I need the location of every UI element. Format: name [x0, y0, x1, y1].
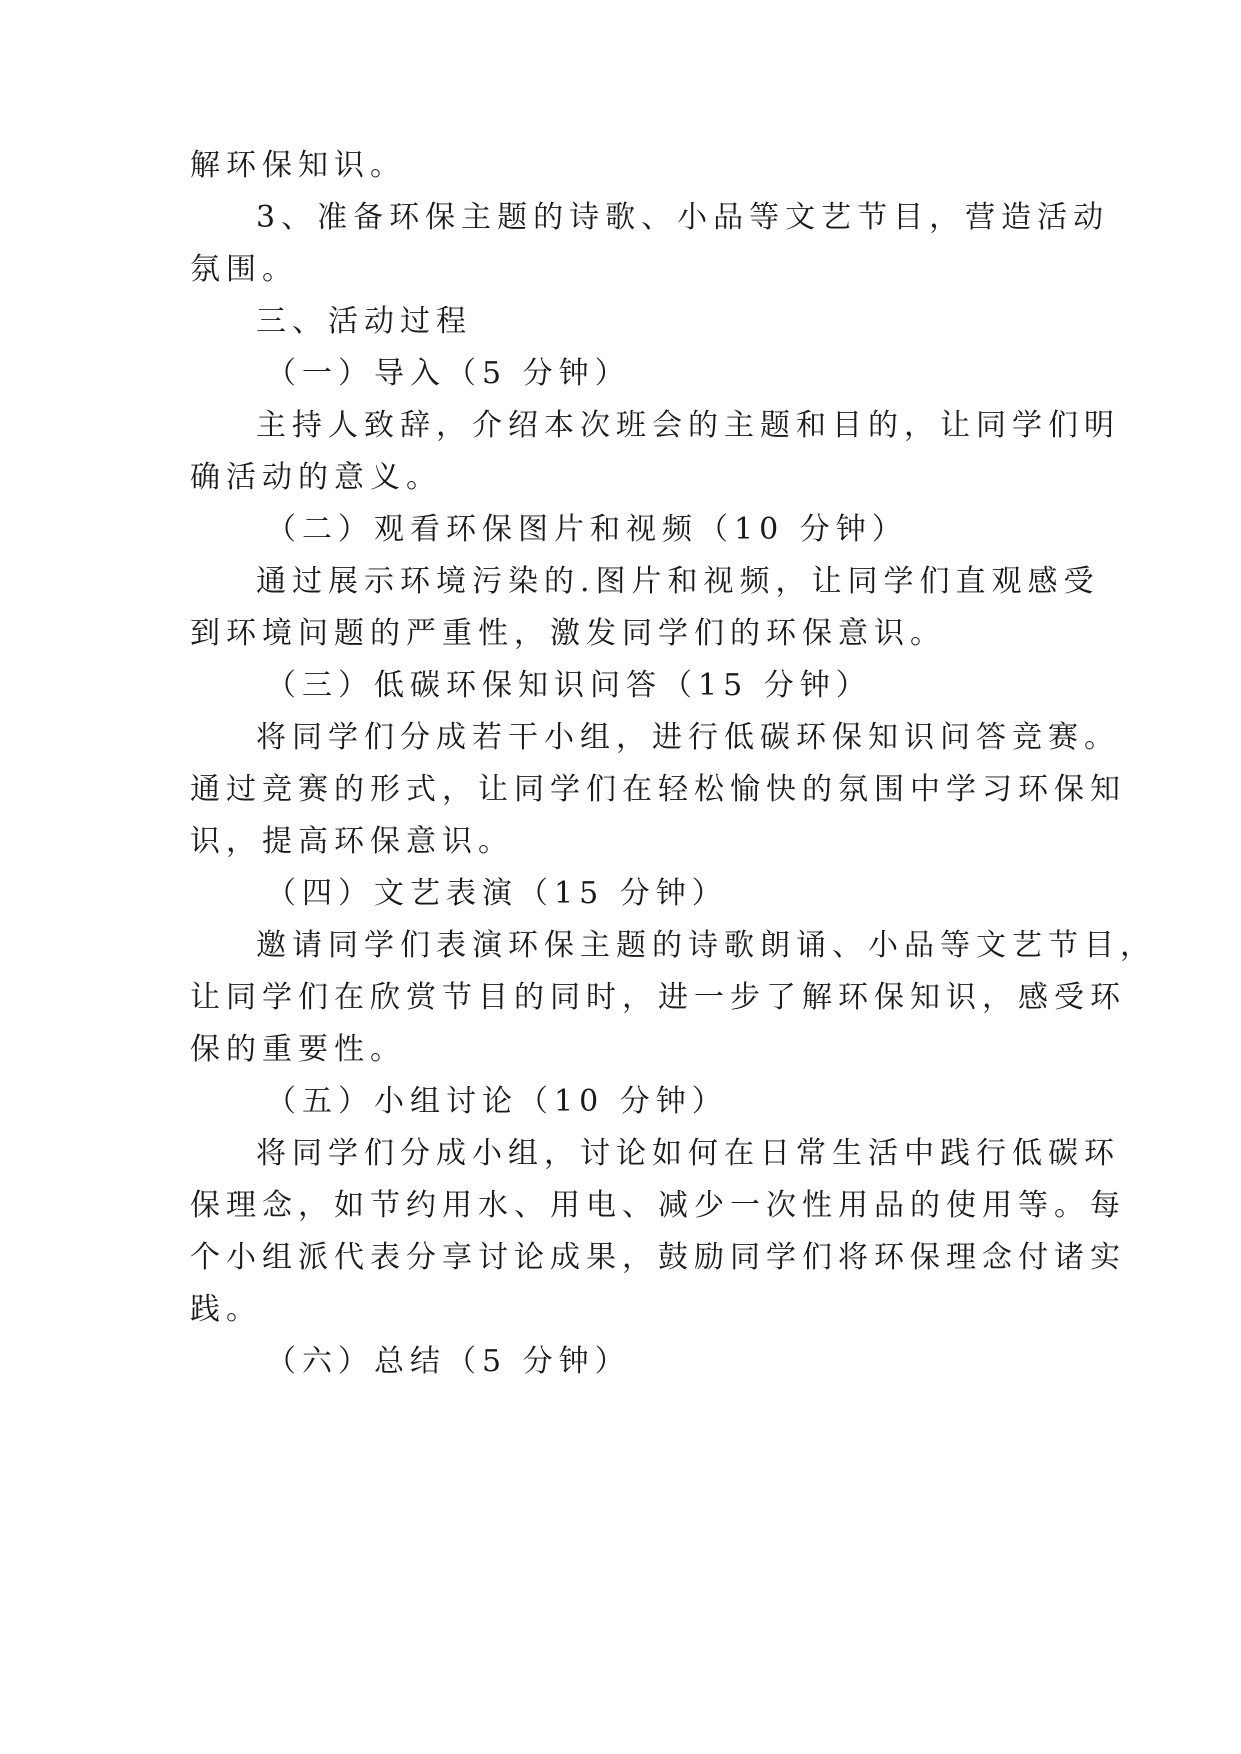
paragraph-line: 将同学们分成若干小组，进行低碳环保知识问答竞赛。 — [256, 720, 1120, 755]
paragraph-line: 主持人致辞，介绍本次班会的主题和目的，让同学们明 — [256, 408, 1120, 443]
paragraph-line: 3、准备环保主题的诗歌、小品等文艺节目，营造活动 — [256, 200, 1110, 235]
paragraph-line: 识，提高环保意识。 — [190, 824, 514, 859]
paragraph-line: 让同学们在欣赏节目的同时，进一步了解环保知识，感受环 — [190, 980, 1126, 1015]
section-heading: 三、活动过程 — [256, 304, 472, 339]
subsection-heading: （五）小组讨论（10 分钟） — [266, 1084, 728, 1119]
subsection-heading: （四）文艺表演（15 分钟） — [266, 876, 728, 911]
paragraph-line: 解环保知识。 — [190, 148, 406, 183]
paragraph-line: 保的重要性。 — [190, 1032, 406, 1067]
paragraph-line: 氛围。 — [190, 252, 298, 287]
paragraph-line: 保理念，如节约用水、用电、减少一次性用品的使用等。每 — [190, 1188, 1126, 1223]
paragraph-line: 邀请同学们表演环保主题的诗歌朗诵、小品等文艺节目， — [256, 928, 1156, 963]
paragraph-line: 通过竞赛的形式，让同学们在轻松愉快的氛围中学习环保知 — [190, 772, 1126, 807]
paragraph-line: 到环境问题的严重性，激发同学们的环保意识。 — [190, 616, 946, 651]
paragraph-line: 确活动的意义。 — [190, 460, 442, 495]
subsection-heading: （二）观看环保图片和视频（10 分钟） — [266, 512, 908, 547]
subsection-heading: （一）导入（5 分钟） — [266, 356, 631, 391]
paragraph-line: 通过展示环境污染的.图片和视频，让同学们直观感受 — [256, 564, 1100, 599]
subsection-heading: （六）总结（5 分钟） — [266, 1344, 631, 1379]
paragraph-line: 将同学们分成小组，讨论如何在日常生活中践行低碳环 — [256, 1136, 1120, 1171]
paragraph-line: 践。 — [190, 1292, 262, 1327]
subsection-heading: （三）低碳环保知识问答（15 分钟） — [266, 668, 872, 703]
paragraph-line: 个小组派代表分享讨论成果，鼓励同学们将环保理念付诸实 — [190, 1240, 1126, 1275]
